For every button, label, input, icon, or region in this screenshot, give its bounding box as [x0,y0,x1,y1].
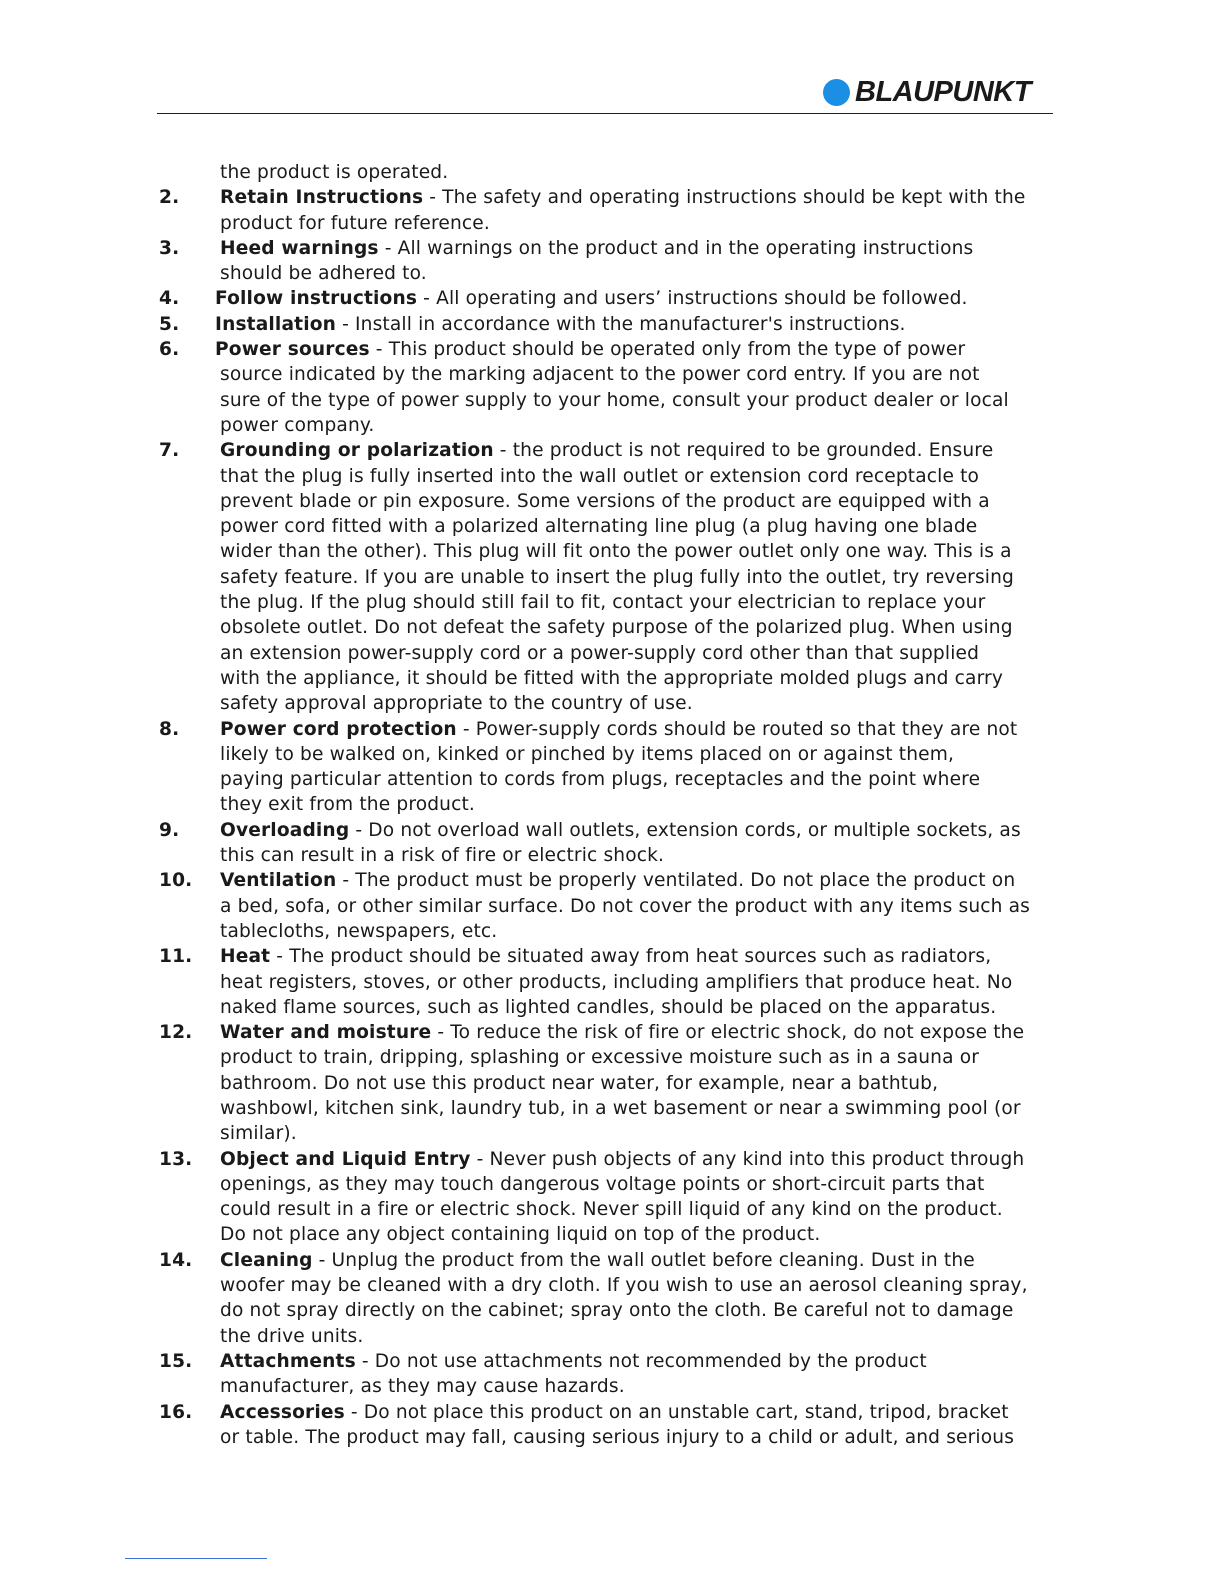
text-line [0,160,1224,185]
text-line [0,514,1224,539]
brand-name: BLAUPUNKT [855,76,1031,108]
item-title: Retain Instructions [220,187,424,209]
item-body: safety approval appropriate to the country of use. [220,693,693,715]
item-body: product for future reference. [220,212,490,234]
item-text [220,1147,1024,1172]
item-title: Installation [215,313,337,335]
item-body: the drive units. [220,1325,364,1347]
text-line [0,312,1224,337]
item-number: 3. [159,237,180,259]
item-text [220,641,979,666]
text-line [0,489,1224,514]
item-title: Attachments [220,1350,356,1372]
text-line [0,1324,1224,1349]
item-text [220,211,490,236]
item-body: the product is operated. [220,162,449,183]
text-line [0,413,1224,438]
item-number: 15. [159,1350,193,1372]
item-text [220,868,1015,893]
item-body: sure of the type of power supply to your home, consult your product dealer or local [220,389,1009,411]
item-body: should be adhered to. [220,263,427,285]
text-line [0,641,1224,666]
text-line [0,590,1224,615]
item-title: Power sources [215,339,370,361]
item-number: 4. [159,288,180,310]
text-line [0,666,1224,691]
item-text [220,818,1021,843]
item-text [220,1172,984,1197]
item-body: - Do not use attachments not recommended by the product [355,1350,927,1372]
item-text [220,1197,1003,1222]
item-body: openings, as they may touch dangerous voltage points or short-circuit parts that [220,1173,985,1195]
text-line [0,1147,1224,1172]
item-body: likely to be walked on, kinked or pinched by items placed on or against them, [220,743,955,765]
brand-logo [823,77,1031,107]
text-line [0,539,1224,564]
item-body: could result in a fire or electric shock. Never spill liquid of any kind on the product. [220,1199,1003,1221]
text-line [0,868,1224,893]
item-body: - Power-supply cords should be routed so that they are not [456,718,1018,740]
item-text [220,1071,938,1096]
item-body: - All warnings on the product and in the operating instructions [378,237,974,259]
item-text [220,894,1030,919]
item-title: Accessories [220,1401,345,1423]
item-text [220,539,1012,564]
text-line [0,185,1224,210]
item-body: - This product should be operated only from the type of power [369,339,966,361]
item-number: 9. [159,819,180,841]
item-title: Follow instructions [215,288,418,310]
text-line [0,1071,1224,1096]
item-title: Grounding or polarization [220,440,494,462]
item-title: Heat [220,946,271,968]
item-body: or table. The product may fall, causing serious injury to a child or adult, and serious [220,1426,1015,1448]
text-line [0,211,1224,236]
item-text [220,919,497,944]
item-text [220,615,1013,640]
item-text [220,767,980,792]
item-body: manufacturer, as they may cause hazards. [220,1376,625,1398]
text-line [0,767,1224,792]
item-text [220,1273,1028,1298]
item-text [220,236,973,261]
text-line [0,1121,1224,1146]
item-body: - All operating and users’ instructions should be followed. [417,288,968,310]
item-title: Overloading [220,819,350,841]
text-line [0,337,1224,362]
item-number: 12. [159,1022,193,1044]
item-number: 11. [159,946,193,968]
item-body: obsolete outlet. Do not defeat the safety purpose of the polarized plug. When using [220,617,1013,639]
text-line [0,1273,1224,1298]
text-line [0,261,1224,286]
item-body: product to train, dripping, splashing or excessive moisture such as in a sauna or [220,1047,980,1069]
item-text [220,1349,927,1374]
item-text [220,1400,1009,1425]
text-line [0,818,1224,843]
item-body: a bed, sofa, or other similar surface. Do not cover the product with any items such as [220,895,1030,917]
text-line [0,388,1224,413]
item-body: - Do not overload wall outlets, extension cords, or multiple sockets, as [349,819,1021,841]
text-line [0,464,1224,489]
footer-rule [125,1558,267,1559]
text-line [0,1349,1224,1374]
item-body: this can result in a risk of fire or electric shock. [220,845,665,867]
text-line [0,1298,1224,1323]
item-text [220,1248,975,1273]
item-text [220,944,991,969]
item-body: - Unplug the product from the wall outlet before cleaning. Dust in the [312,1249,975,1271]
text-line [0,438,1224,463]
item-body: wider than the other). This plug will fit onto the power outlet only one way. This is a [220,541,1012,563]
text-line [0,691,1224,716]
item-body: - To reduce the risk of fire or electric shock, do not expose the [431,1022,1025,1044]
item-body: - the product is not required to be grounded. Ensure [493,440,994,462]
item-body: - Never push objects of any kind into this product through [470,1148,1025,1170]
item-text [220,388,1009,413]
text-line [0,894,1224,919]
item-body: - The product must be properly ventilated. Do not place the product on [336,870,1016,892]
item-body: they exit from the product. [220,794,475,816]
header-rule [157,113,1053,114]
item-text [220,1298,1013,1323]
item-text [220,185,1025,210]
item-title: Water and moisture [220,1022,432,1044]
item-text [220,489,990,514]
text-line [0,1172,1224,1197]
text-line [0,1096,1224,1121]
text-line [0,742,1224,767]
item-body: with the appliance, it should be fitted with the appropriate molded plugs and carry [220,667,1003,689]
item-body: source indicated by the marking adjacent to the power cord entry. If you are not [220,364,980,386]
item-number: 7. [159,440,180,462]
item-number: 16. [159,1401,193,1423]
text-line [0,1374,1224,1399]
text-line [0,919,1224,944]
item-title: Cleaning [220,1249,313,1271]
item-text [220,1045,979,1070]
text-line [0,792,1224,817]
item-body: the plug. If the plug should still fail to fit, contact your electrician to replace your [220,592,986,614]
item-body: - Install in accordance with the manufacturer's instructions. [336,313,906,335]
item-title: Object and Liquid Entry [220,1148,471,1170]
text-line [0,995,1224,1020]
item-text [220,1425,1014,1450]
text-line [0,1197,1224,1222]
item-text [220,1121,297,1146]
item-body: power cord fitted with a polarized alternating line plug (a plug having one blade [220,516,978,538]
text-line [0,717,1224,742]
item-text [220,362,980,387]
item-text [220,1374,625,1399]
item-body: paying particular attention to cords from plugs, receptacles and the point where [220,769,981,791]
item-title: Ventilation [220,870,337,892]
text-line [0,1425,1224,1450]
text-line [0,362,1224,387]
item-text [220,1096,1021,1121]
text-line [0,236,1224,261]
item-text [220,691,693,716]
item-body: do not spray directly on the cabinet; spray onto the cloth. Be careful not to damage [220,1300,1014,1322]
item-text [215,312,906,337]
item-text [220,995,996,1020]
item-body: - Do not place this product on an unstable cart, stand, tripod, bracket [344,1401,1009,1423]
text-line [0,615,1224,640]
item-text [220,590,985,615]
item-body: power company. [220,414,375,436]
item-number: 8. [159,718,180,740]
text-line [0,1248,1224,1273]
item-body: prevent blade or pin exposure. Some versions of the product are equipped with a [220,490,990,512]
item-body: heat registers, stoves, or other products, including amplifiers that produce heat. No [220,971,1013,993]
item-body: - The product should be situated away from heat sources such as radiators, [270,946,992,968]
item-text [220,1020,1024,1045]
item-body: bathroom. Do not use this product near water, for example, near a bathtub, [220,1072,939,1094]
text-line [0,286,1224,311]
item-text [220,666,1003,691]
item-text [220,464,979,489]
item-body: an extension power-supply cord or a power-supply cord other than that supplied [220,642,980,664]
item-body: that the plug is fully inserted into the wall outlet or extension cord receptacle to [220,465,980,487]
item-text [220,792,475,817]
item-body: naked flame sources, such as lighted candles, should be placed on the apparatus. [220,996,997,1018]
item-body: tablecloths, newspapers, etc. [220,920,498,942]
item-body: woofer may be cleaned with a dry cloth. If you wish to use an aerosol cleaning spray, [220,1275,1028,1297]
item-text [215,286,968,311]
text-line [0,565,1224,590]
item-body: similar). [220,1123,297,1145]
text-line [0,843,1224,868]
text-line [0,1400,1224,1425]
text-line [0,944,1224,969]
item-text [215,337,965,362]
item-body: safety feature. If you are unable to insert the plug fully into the outlet, try reversing [220,566,1014,588]
item-text [220,514,977,539]
item-text [220,970,1012,995]
logo-dot-icon [823,79,850,106]
item-text [220,717,1017,742]
item-text [220,565,1014,590]
item-body: - The safety and operating instructions should be kept with the [423,187,1026,209]
item-number: 13. [159,1148,193,1170]
text-line [0,1222,1224,1247]
item-text [220,1324,363,1349]
item-text [220,438,993,463]
item-text [220,160,448,185]
item-text [220,1222,820,1247]
item-body: washbowl, kitchen sink, laundry tub, in a wet basement or near a swimming pool (or [220,1097,1021,1119]
item-number: 6. [159,339,180,361]
text-line [0,970,1224,995]
item-title: Heed warnings [220,237,379,259]
item-text [220,261,427,286]
item-text [220,742,954,767]
instructions-list [0,160,1224,1450]
item-number: 10. [159,870,193,892]
item-number: 2. [159,187,180,209]
item-title: Power cord protection [220,718,457,740]
item-text [220,413,374,438]
text-line [0,1020,1224,1045]
text-line [0,1045,1224,1070]
item-body: Do not place any object containing liquid on top of the product. [220,1224,821,1246]
item-number: 14. [159,1249,193,1271]
item-text [220,843,664,868]
item-number: 5. [159,313,180,335]
